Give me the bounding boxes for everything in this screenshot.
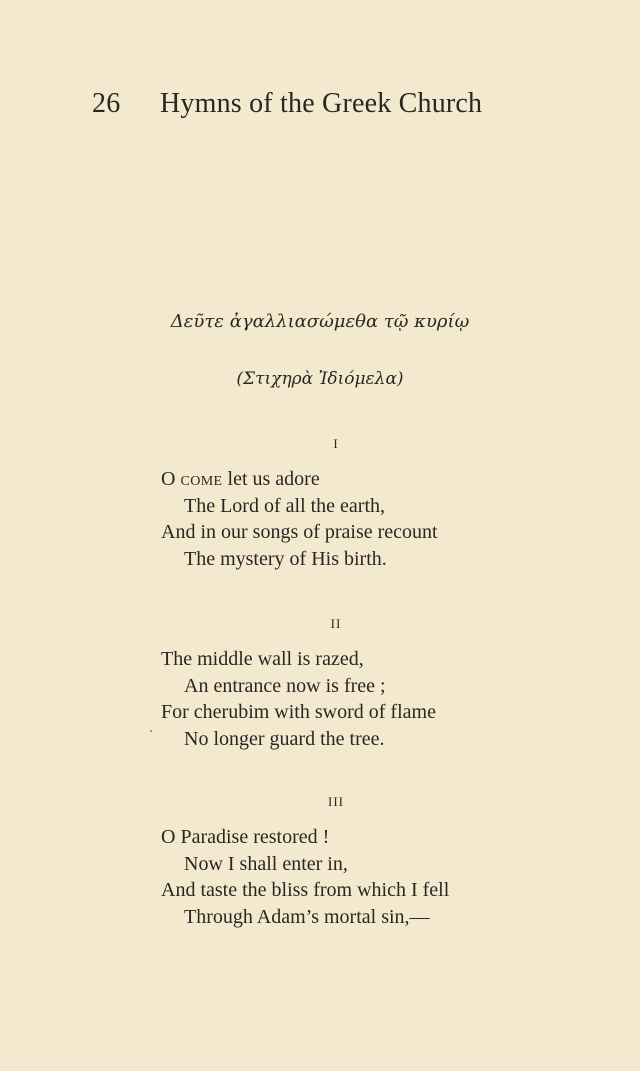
stanza-line: For cherubim with sword of flame bbox=[161, 701, 436, 723]
page-number: 26 bbox=[92, 88, 121, 119]
stanza-line bbox=[161, 466, 551, 493]
stanza-line: And taste the bliss from which I fell bbox=[161, 879, 450, 901]
stanza-1 bbox=[161, 466, 551, 572]
stanza-line: And in our songs of praise recount bbox=[161, 521, 438, 543]
stanza-line: The Lord of all the earth, bbox=[184, 494, 386, 517]
hymn-greek-title: Δεῦτε ἀγαλλιασώμεθα τῷ κυρίῳ bbox=[170, 311, 470, 332]
stanza-number-2: II bbox=[330, 616, 342, 631]
stanza-line: O Paradise restored ! bbox=[161, 826, 330, 848]
stanza-line: An entrance now is free ; bbox=[184, 674, 386, 697]
stanza-number-1: I bbox=[333, 436, 339, 451]
stanza-line: The middle wall is razed, bbox=[161, 648, 364, 670]
stanza-line: Now I shall enter in, bbox=[184, 852, 348, 875]
stanza-line: The mystery of His birth. bbox=[184, 547, 387, 570]
running-title: Hymns of the Greek Church bbox=[160, 88, 483, 119]
line-rest: let us adore bbox=[222, 468, 320, 490]
line-smallcaps-word: come bbox=[180, 468, 223, 490]
line-first-word: O bbox=[161, 468, 181, 490]
print-speck bbox=[150, 730, 152, 732]
stanza-2 bbox=[161, 646, 551, 752]
hymn-greek-subtitle: (Στιχηρὰ Ἰδιόμελα) bbox=[236, 369, 404, 389]
stanza-3 bbox=[161, 824, 551, 930]
page-header bbox=[92, 86, 552, 122]
stanza-line: No longer guard the tree. bbox=[184, 727, 385, 750]
stanza-number-3: III bbox=[328, 794, 344, 809]
stanza-line: Through Adam’s mortal sin,— bbox=[184, 905, 430, 928]
